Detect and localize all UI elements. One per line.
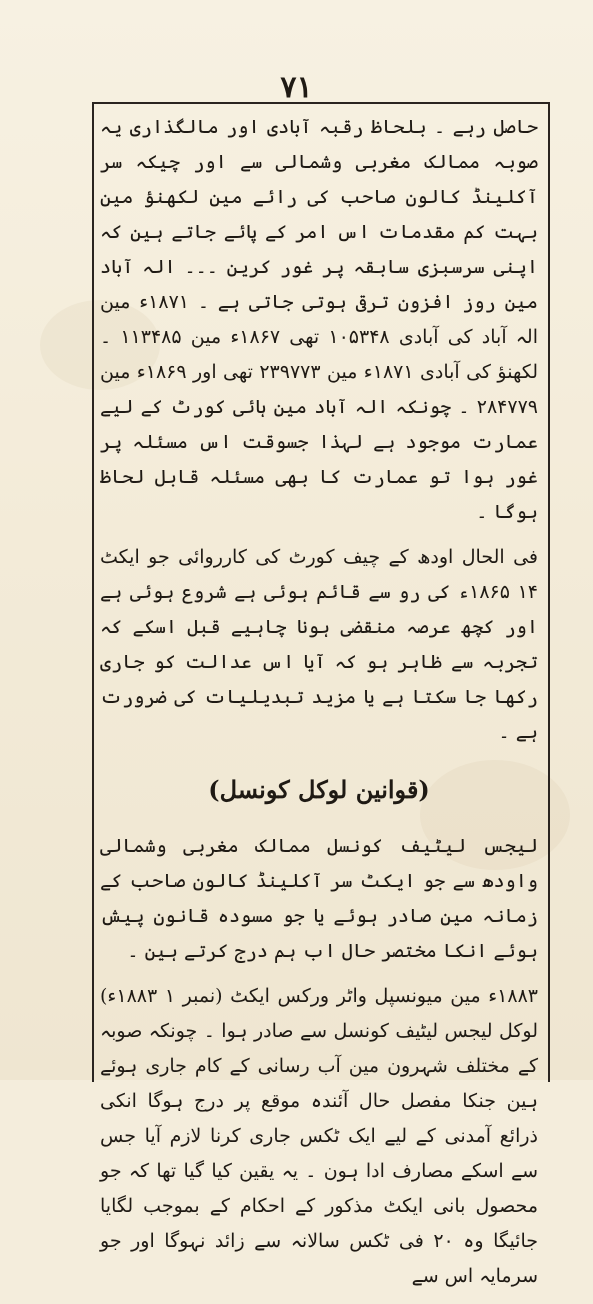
paragraph: حاصل رہے ۔ بلحاظ رقبہ آبادی اور مالگذاری یہ صوبہ ممالک مغربی وشمالی سے اور چیکہ سر آکلینڈ کالون صاحب کی رائے مین لکھنؤ مین بہت کم مقدمات اس امر کے پائے جاتے ہین کہ اپنی سرسبزی سابقہ پر غور کرین ۔۔۔ الہ آباد مین روز افزون ترقی ہوتی جاتی ہے ۔ ۱۸۷۱ء مین الہ آباد کی آبادی ۱۰۵۳۴۸ تھی ۱۸۶۷ء مین ۱۱۳۴۸۵ ۔ لکھنؤ کی آبادی ۱۸۷۱ء مین ۲۳۹۷۷۳ تھی اور ۱۸۶۹ء مین ۲۸۴۷۷۹ ۔ چونکہ الہ آباد مین ہائی کورٹ کے لیے عمارت موجود ہے لہذا جسوقت اس مسئلہ پر غور ہوا تو عمارت کا بھی مسئلہ قابل لحاظ ہوگا ۔ (100, 116, 538, 523)
section-heading: (قوانین لوکل کونسل) (208, 775, 430, 804)
page-number: ۷۱ (280, 70, 313, 105)
paragraph: لیجس لیٹیف کونسل ممالک مغربی وشمالی واودھ سے جو ایکٹ سر آکلینڈ کالون صاحب کے زمانہ مین صادر ہوئے یا جو مسودہ قانون پیش ہوئے انکا مختصر حال اب ہم درج کرتے ہین ۔ (100, 835, 538, 962)
paragraph: ۱۸۸۳ء مین میونسپل واٹر ورکس ایکٹ (نمبر ۱ ۱۸۸۳ء) لوکل لیجس لیٹیف کونسل سے صادر ہوا ۔ چونکہ صوبہ کے مختلف شہرون مین آب رسانی کے کام جاری ہوئے ہین جنکا مفصل حال آئندہ موقع پر درج ہوگا انکی ذرائع آمدنی کے لیے ایک ٹکس جاری کرنا لازم آیا جس سے اسکے مصارف ادا ہون ۔ یہ یقین کیا گیا تھا کہ جو محصول بانی ایکٹ مذکور کے احکام کے بموجب لگایا جائیگا وہ ۲۰ فی ٹکس سالانہ سے زائد نہوگا اور جو سرمایہ اس سے (100, 985, 538, 1287)
paragraph: فی الحال اودھ کے چیف کورٹ کی کارروائی جو ایکٹ ۱۴ ۱۸۶۵ء کی رو سے قائم ہوئی ہے شروع ہوئی ہے اور کچھ عرصہ منقضی ہونا چاہیے قبل اسکے کہ تجربہ سے ظاہر ہو کہ آیا اس عدالت کو جاری رکھا جا سکتا ہے یا مزید تبدیلیات کی ضرورت ہے ۔ (100, 546, 538, 743)
page-body (100, 110, 538, 1304)
